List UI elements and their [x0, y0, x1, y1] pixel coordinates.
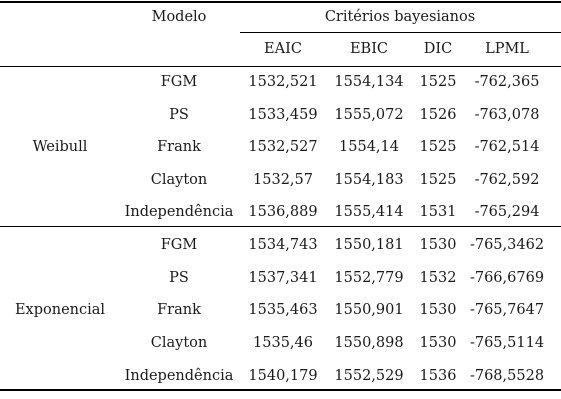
column-header-dic: DIC — [423, 40, 453, 57]
row-model: Frank — [157, 138, 201, 155]
cell-dic: 1532 — [419, 269, 457, 286]
cell-eaic: 1532,57 — [253, 171, 313, 188]
top-rule — [0, 1, 561, 3]
row-model: Frank — [157, 301, 201, 318]
row-model: PS — [169, 269, 189, 286]
cell-lpml: -763,078 — [474, 106, 540, 123]
cell-dic: 1536 — [419, 367, 457, 384]
column-header-ebic: EBIC — [349, 40, 389, 57]
cell-ebic: 1554,134 — [334, 73, 404, 90]
cell-ebic: 1550,898 — [334, 334, 404, 351]
cell-eaic: 1534,743 — [248, 236, 318, 253]
cell-ebic: 1554,14 — [339, 138, 399, 155]
header-model: Modelo — [151, 8, 207, 25]
column-header-lpml: LPML — [485, 40, 529, 57]
cell-lpml: -765,3462 — [469, 236, 545, 253]
cell-lpml: -768,5528 — [469, 367, 545, 384]
cell-dic: 1530 — [419, 334, 457, 351]
cell-eaic: 1536,889 — [248, 203, 318, 220]
group-label-weibull: Weibull — [32, 138, 88, 155]
row-model: FGM — [160, 73, 198, 90]
column-header-eaic: EAIC — [264, 40, 302, 57]
cell-lpml: -765,294 — [474, 203, 540, 220]
header-bottom-rule — [0, 66, 561, 67]
cell-dic: 1525 — [419, 73, 457, 90]
cell-lpml: -762,592 — [474, 171, 540, 188]
cell-ebic: 1555,414 — [334, 203, 404, 220]
cell-lpml: -765,5114 — [469, 334, 545, 351]
cell-dic: 1531 — [419, 203, 457, 220]
cell-ebic: 1552,779 — [334, 269, 404, 286]
cell-eaic: 1535,46 — [253, 334, 313, 351]
group-label-exponencial: Exponencial — [14, 301, 106, 318]
cell-eaic: 1537,341 — [248, 269, 318, 286]
cell-ebic: 1554,183 — [334, 171, 404, 188]
cell-dic: 1525 — [419, 138, 457, 155]
cell-ebic: 1550,901 — [334, 301, 404, 318]
cell-eaic: 1532,521 — [248, 73, 318, 90]
criteria-underline — [240, 32, 561, 33]
cell-eaic: 1540,179 — [248, 367, 318, 384]
row-model: Clayton — [150, 171, 208, 188]
cell-eaic: 1535,463 — [248, 301, 318, 318]
cell-lpml: -762,365 — [474, 73, 540, 90]
row-model: PS — [169, 106, 189, 123]
cell-lpml: -762,514 — [474, 138, 540, 155]
bottom-rule — [0, 389, 561, 391]
cell-dic: 1530 — [419, 236, 457, 253]
cell-eaic: 1532,527 — [248, 138, 318, 155]
cell-ebic: 1555,072 — [334, 106, 404, 123]
row-model: Clayton — [150, 334, 208, 351]
row-model: Independência — [124, 367, 234, 384]
cell-lpml: -765,7647 — [469, 301, 545, 318]
cell-eaic: 1533,459 — [248, 106, 318, 123]
group-separator-rule — [0, 226, 561, 227]
row-model: Independência — [124, 203, 234, 220]
row-model: FGM — [160, 236, 198, 253]
header-criteria: Critérios bayesianos — [324, 8, 476, 25]
cell-dic: 1526 — [419, 106, 457, 123]
cell-dic: 1525 — [419, 171, 457, 188]
cell-ebic: 1550,181 — [334, 236, 404, 253]
cell-dic: 1530 — [419, 301, 457, 318]
cell-ebic: 1552,529 — [334, 367, 404, 384]
cell-lpml: -766,6769 — [469, 269, 545, 286]
